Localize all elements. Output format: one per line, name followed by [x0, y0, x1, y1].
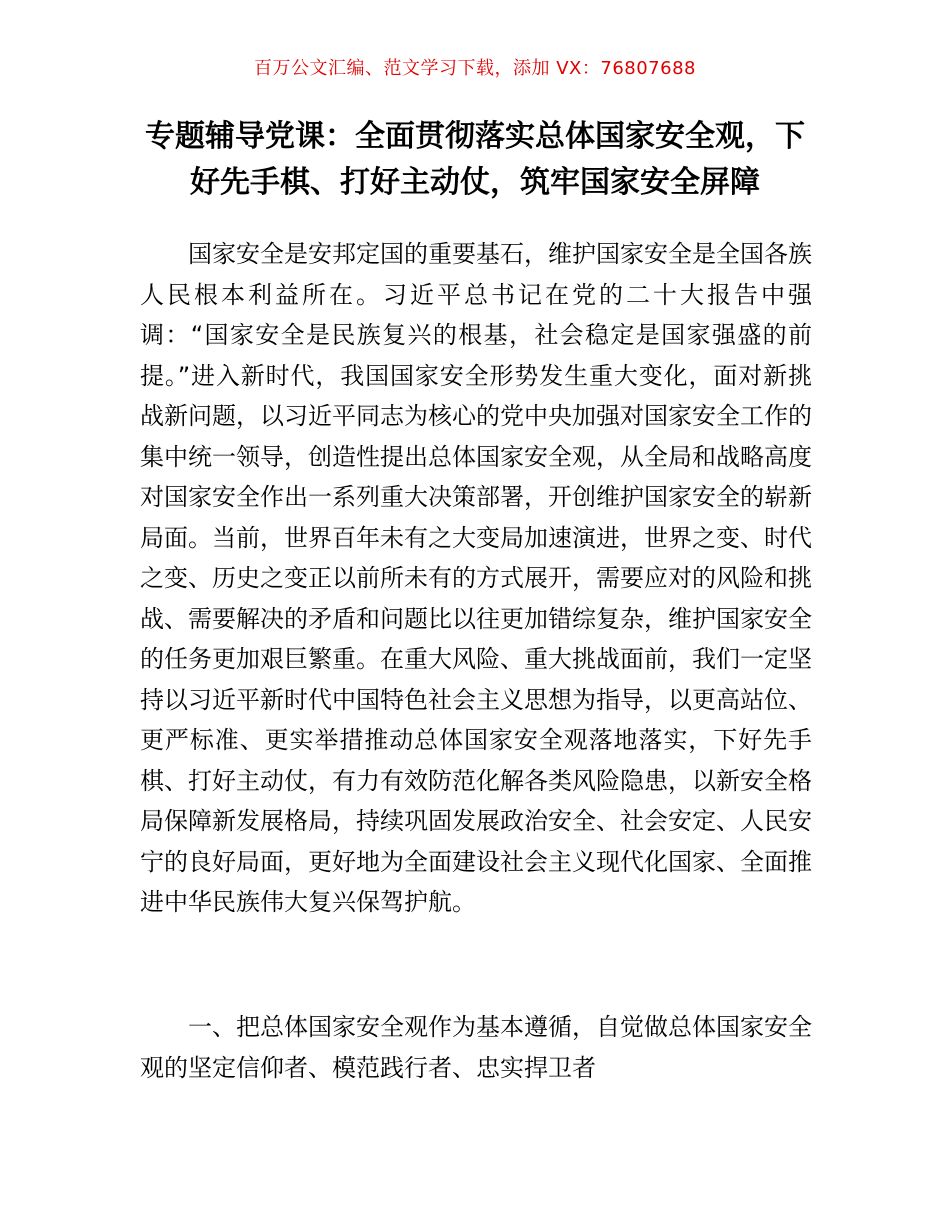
section-heading-one: 一、把总体国家安全观作为基本遵循，自觉做总体国家安全观的坚定信仰者、模范践行者、忠实捍卫者 — [140, 1013, 812, 1082]
page-title: 专题辅导党课：全面贯彻落实总体国家安全观，下好先手棋、打好主动仗，筑牢国家安全屏障 — [145, 119, 805, 200]
body-paragraph-intro: 国家安全是安邦定国的重要基石，维护国家安全是全国各族人民根本利益所在。习近平总书记在党的二十大报告中强调：“国家安全是民族复兴的根基，社会稳定是国家强盛的前提。”进入新时代，我国国家安全形势发生重大变化，面对新挑战新问题，以习近平同志为核心的党中央加强对国家安全工作的集中统一领导，创造性提出总体国家安全观，从全局和战略高度对国家安全作出一系列重大决策部署，开创维护国家安全的崭新局面。当前，世界百年未有之大变局加速演进，世界之变、时代之变、历史之变正以前所未有的方式展开，需要应对的风险和挑战、需要解决的矛盾和问题比以往更加错综复杂，维护国家安全的任务更加艰巨繁重。在重大风险、重大挑战面前，我们一定坚持以习近平新时代中国特色社会主义思想为指导，以更高站位、更严标准、更实举措推动总体国家安全观落地落实，下好先手棋、打好主动仗，有力有效防范化解各类风险隐患，以新安全格局保障新发展格局，持续巩固发展政治安全、社会安定、人民安宁的良好局面，更好地为全面建设社会主义现代化国家、全面推进中华民族伟大复兴保驾护航。 — [140, 240, 812, 916]
header-watermark-note: 百万公文汇编、范文学习下载，添加 VX：76807688 — [254, 58, 696, 79]
